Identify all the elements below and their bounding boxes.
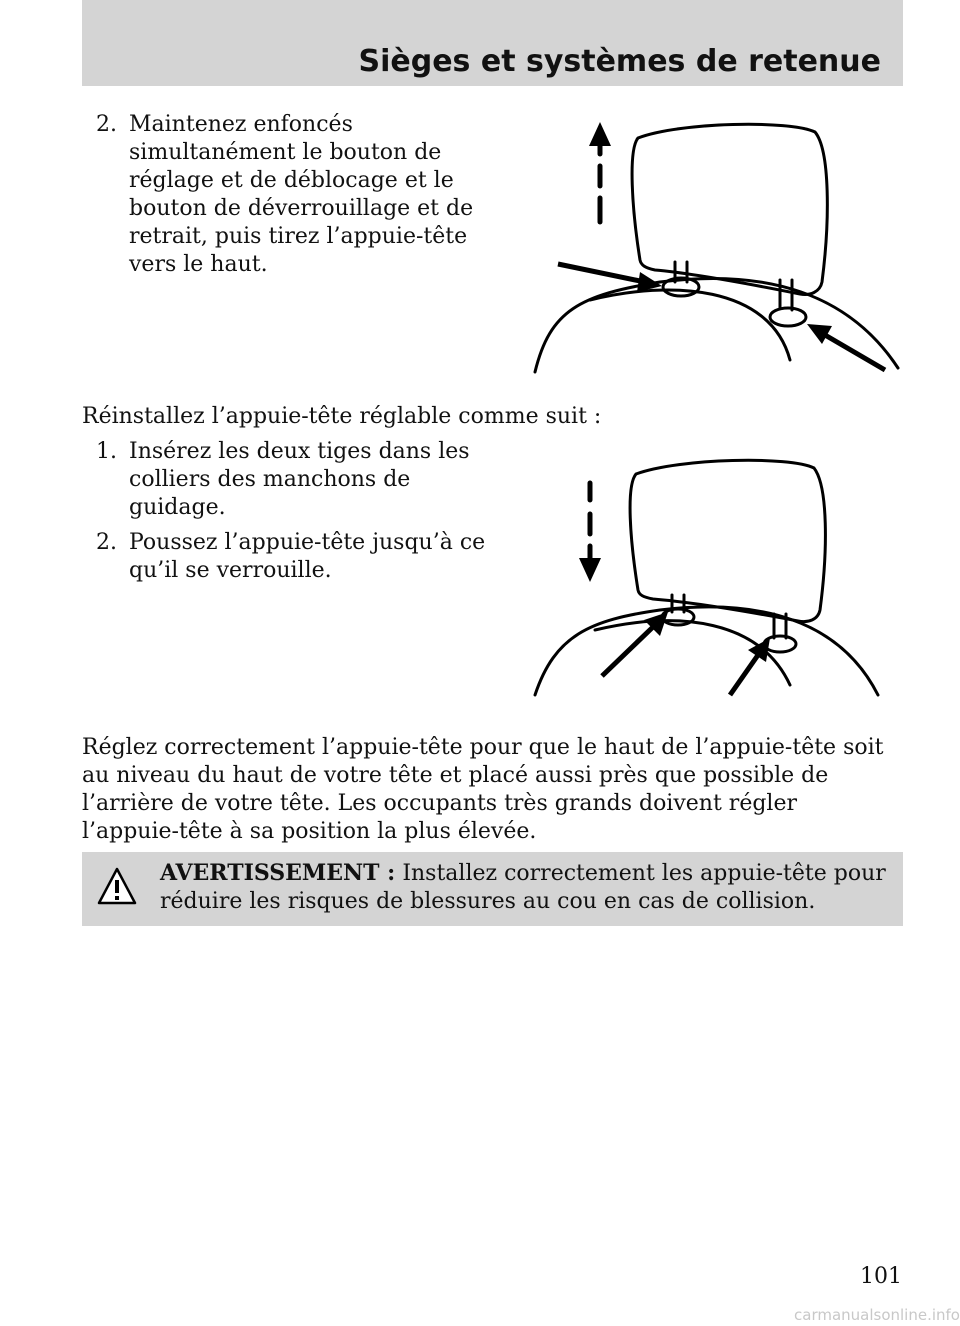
step-text xyxy=(129,438,469,522)
warning-box xyxy=(82,852,903,926)
step-number: 2. xyxy=(96,530,117,555)
step-line: réglage et de déblocage et le xyxy=(129,168,454,193)
step-number: 2. xyxy=(96,112,117,137)
page-title: Sièges et systèmes de retenue xyxy=(358,44,881,79)
step-line: qu’il se verrouille. xyxy=(129,558,332,583)
headrest-removal-illustration xyxy=(520,110,910,380)
step-line: bouton de déverrouillage et de xyxy=(129,196,474,221)
warning-line: Installez correctement les appuie-tête pour xyxy=(402,861,886,886)
adjust-line: au niveau du haut de votre tête et placé aussi près que possible de xyxy=(82,763,829,788)
reinstall-intro: Réinstallez l’appuie-tête réglable comme suit : xyxy=(82,404,602,429)
step-line: retrait, puis tirez l’appuie-tête xyxy=(129,224,468,249)
page-header xyxy=(82,0,903,86)
step-line: Maintenez enfoncés xyxy=(129,112,353,137)
step-number: 1. xyxy=(96,439,117,464)
step-text xyxy=(129,529,486,585)
step-line: guidage. xyxy=(129,495,226,520)
adjust-line: l’arrière de votre tête. Les occupants très grands doivent régler xyxy=(82,791,797,816)
step-line: colliers des manchons de xyxy=(129,467,411,492)
adjust-line: l’appuie-tête à sa position la plus élevée. xyxy=(82,819,537,844)
step-text xyxy=(129,111,474,279)
page-number: 101 xyxy=(860,1264,902,1289)
warning-line: réduire les risques de blessures au cou en cas de collision. xyxy=(160,889,816,914)
watermark: carmanualsonline.info xyxy=(794,1306,960,1324)
warning-label: AVERTISSEMENT : xyxy=(160,860,396,886)
step-line: Poussez l’appuie-tête jusqu’à ce xyxy=(129,530,486,555)
step-line: simultanément le bouton de xyxy=(129,140,442,165)
step-line: vers le haut. xyxy=(129,252,268,277)
step-line: Insérez les deux tiges dans les xyxy=(129,439,470,464)
warning-text xyxy=(160,859,900,916)
adjust-line: Réglez correctement l’appuie-tête pour que le haut de l’appuie-tête soit xyxy=(82,735,884,760)
headrest-install-illustration xyxy=(520,450,890,705)
warning-triangle-icon xyxy=(96,866,138,906)
